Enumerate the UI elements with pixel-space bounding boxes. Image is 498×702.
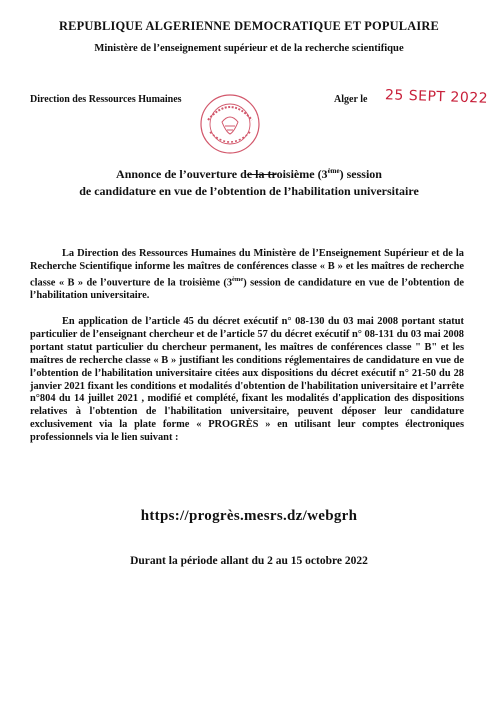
direction-label: Direction des Ressources Humaines <box>30 94 182 105</box>
application-paragraph-text: En application de l’article 45 du décret exécutif n° 08-130 du 03 mai 2008 portant statut particulier de l’enseignant chercheur et de l’article 57 du décret exécutif n° 08-131 du 03 mai 2008 portant statut particulier du chercheur permanent, les maîtres de conférences classe " B" et les maîtres de recherche classe « B » justifiant les conditions réglementaires de candidature en vue de l’obtention de l’habilitation universitaire citées aux dispositions du décret exécutif n° 21-50 du 28 janvier 2021 fixant les conditions et modalités d'obtention de l'habilitation universitaire et l’arrête n°804 du 14 juillet 2021 , modifié et complété, fixant les modalités d'application des dispositions relatives à l'obtention de l'habilitation universitaire, peuvent déposer leur candidature exclusivement via la plate forme « PROGRÈS » en utilisant leur comptes électroniques professionnels via le lien suivant : <box>30 316 464 444</box>
title-line-1 <box>0 163 498 183</box>
platform-link[interactable]: https://progrès.mesrs.dz/webgrh <box>140 508 358 524</box>
title-line-1-mid: oisième (3 <box>276 167 328 181</box>
intro-paragraph-text-a: La Direction des Ressources Humaines du Ministère de l’Enseignement Supérieur et de la Recherche Scientifique informe les maîtres de conférences classe « B » et les maîtres de recherche classe « B » de l’ouverture de la troisième (3 <box>30 248 464 289</box>
place-label: Alger le <box>334 94 368 105</box>
date-stamp: 25 SEPT 2022 <box>384 87 489 107</box>
application-period: Durant la période allant du 2 au 15 octobre 2022 <box>130 555 368 567</box>
title-superscript: ème <box>327 167 340 175</box>
intro-paragraph <box>30 248 464 303</box>
republic-heading: REPUBLIQUE ALGERIENNE DEMOCRATIQUE ET POPULAIRE <box>58 19 440 33</box>
official-seal-stamp <box>198 92 262 156</box>
title-line-1-suffix: ) session <box>339 167 382 181</box>
intro-superscript: ème <box>232 275 244 283</box>
ministry-heading: Ministère de l’enseignement supérieur et de la recherche scientifique <box>94 43 404 54</box>
title-line-2: de candidature en vue de l’obtention de l’habilitation universitaire <box>79 184 419 198</box>
title-line-1-prefix: Annonce de l’ouverture d <box>116 167 247 181</box>
application-paragraph <box>30 316 464 445</box>
intro-paragraph-text-b: ) session de candidature en vue de l’obtention de l’habilitation universitaire. <box>30 277 464 302</box>
announcement-title <box>0 163 498 200</box>
title-line-1-struck: e la tr <box>246 167 277 181</box>
